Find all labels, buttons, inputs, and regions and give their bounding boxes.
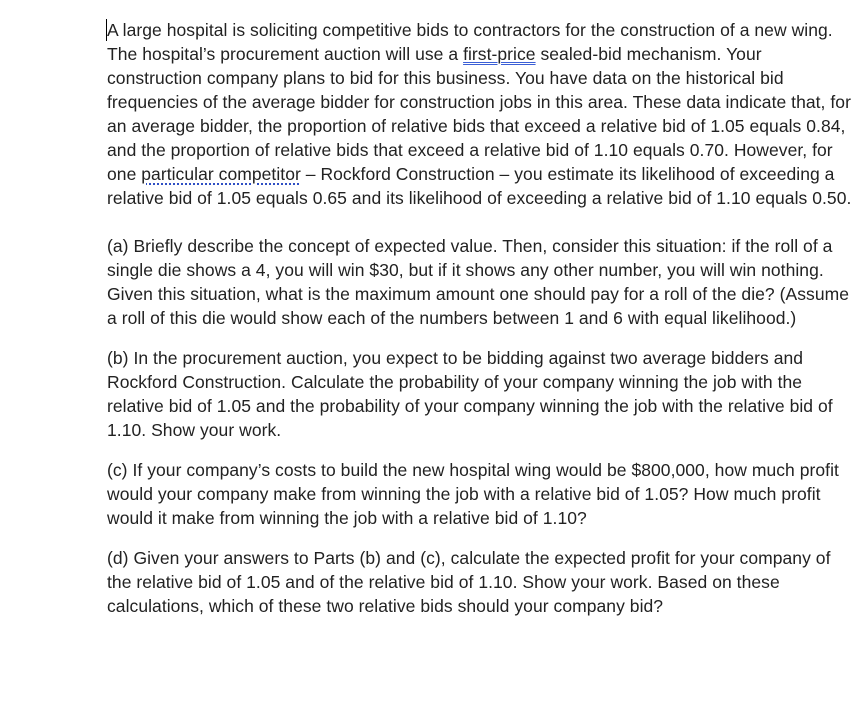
question-a: (a) Briefly describe the concept of expected value. Then, consider this situation: if the roll of a single die shows a 4, you will win $30, but if it shows any other number, you will win nothing. Given this situation, what is the maximum amount one should pay for a roll of the die? (Assume a roll of this die would show each of the numbers between 1 and 6 with equal likelihood.) xyxy=(107,236,850,328)
intro-text-3: – Rockford Construction – you estimate its likelihood of exceeding a relative bid of 1.05 equals 0.65 and its likelihood of exceeding a relative bid of 1.10 equals 0.50. xyxy=(107,164,852,208)
intro-text-2: sealed-bid mechanism. Your construction company plans to bid for this business. You have data on the historical bid frequencies of the average bidder for construction jobs in this area. These data indicate that, for an average bidder, the proportion of relative bids that exceed a relative bid of 1.05 equals 0.84, and the proportion of relative bids that exceed a relative bid of 1.10 equals 0.70. However, for one xyxy=(107,44,851,184)
text-cursor xyxy=(106,19,107,41)
intro-text-1: A large hospital is soliciting competitive bids to contractors for the construction of a new wing. The hospital’s procurement auction will use a xyxy=(107,20,833,64)
question-c: (c) If your company’s costs to build the new hospital wing would be $800,000, how much profit would your company make from winning the job with a relative bid of 1.05? How much profit would it make from winning the job with a relative bid of 1.10? xyxy=(107,460,839,528)
grammar-flag-first-price[interactable]: first-price xyxy=(463,44,536,64)
question-d: (d) Given your answers to Parts (b) and (c), calculate the expected profit for your company of the relative bid of 1.05 and of the relative bid of 1.10. Show your work. Based on these calculations, which of these two relative bids should your company bid? xyxy=(107,548,831,616)
document-body[interactable] xyxy=(107,18,859,618)
intro-paragraph xyxy=(107,18,859,210)
style-flag-particular-competitor[interactable]: particular competitor xyxy=(141,164,301,184)
question-b: (b) In the procurement auction, you expect to be bidding against two average bidders and Rockford Construction. Calculate the probability of your company winning the job with the relative bid of 1.05 and the probability of your company winning the job with the relative bid of 1.10. Show your work. xyxy=(107,348,833,440)
